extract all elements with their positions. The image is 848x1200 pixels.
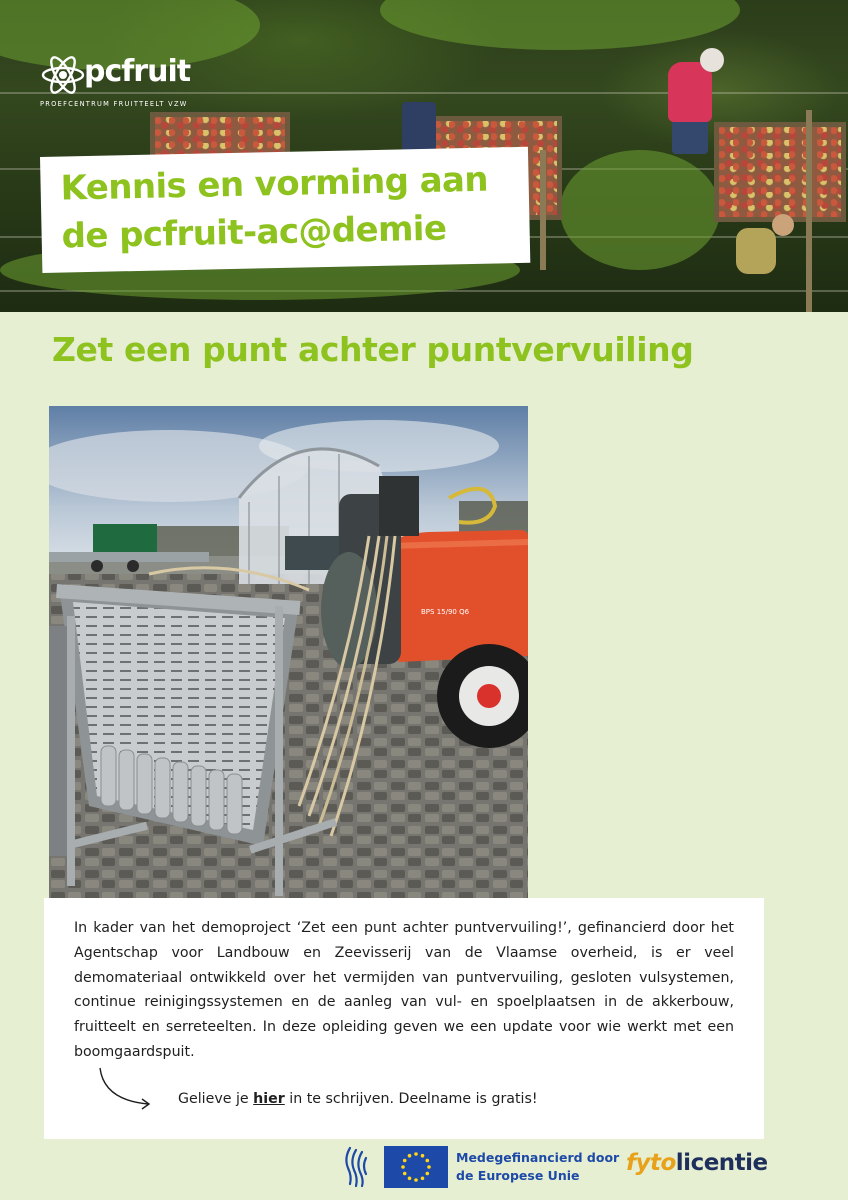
hero-image bbox=[0, 0, 848, 312]
info-card bbox=[44, 898, 764, 1139]
eu-cofunded-text: Medegefinancierd door de Europese Unie bbox=[456, 1150, 620, 1183]
title-line-1: Kennis en vorming aan bbox=[60, 159, 489, 209]
demo-photo bbox=[49, 406, 528, 898]
flanders-lion-icon bbox=[340, 1144, 372, 1188]
logo-subtitle: PROEFCENTRUM FRUITTEELT VZW bbox=[40, 100, 188, 108]
page-heading: Zet een punt achter puntvervuiling bbox=[52, 330, 694, 369]
logo-name: pcfruit bbox=[84, 54, 191, 89]
registration-text: Gelieve je hier in te schrijven. Deelname is gratis! bbox=[178, 1091, 538, 1107]
register-link[interactable]: hier bbox=[253, 1091, 285, 1107]
eu-flag-icon bbox=[384, 1146, 448, 1188]
atom-icon bbox=[40, 52, 86, 98]
pcfruit-logo bbox=[40, 52, 240, 118]
fytolicentie-logo: fytolicentie bbox=[626, 1150, 768, 1176]
curved-arrow-icon bbox=[96, 1066, 156, 1112]
title-line-2: de pcfruit-ac@demie bbox=[61, 208, 447, 257]
body-text: In kader van het demoproject ‘Zet een punt achter puntvervuiling!’, gefinancierd door het Agentschap voor Landbouw en Zeevisserij van de Vlaamse overheid, is er veel demomateriaal ontwikkeld over het vermijden van puntvervuiling, gesloten vulsystemen, continue reinigingssystemen en de aanleg van vul- en spoelplaatsen in de akkerbouw, fruitteelt en serreteelten. In deze opleiding geven we een update voor wie werkt met een boomgaardspuit. bbox=[74, 920, 734, 1060]
title-card bbox=[40, 147, 530, 273]
sprayer-label: BPS 15/90 Q6 bbox=[421, 608, 470, 616]
